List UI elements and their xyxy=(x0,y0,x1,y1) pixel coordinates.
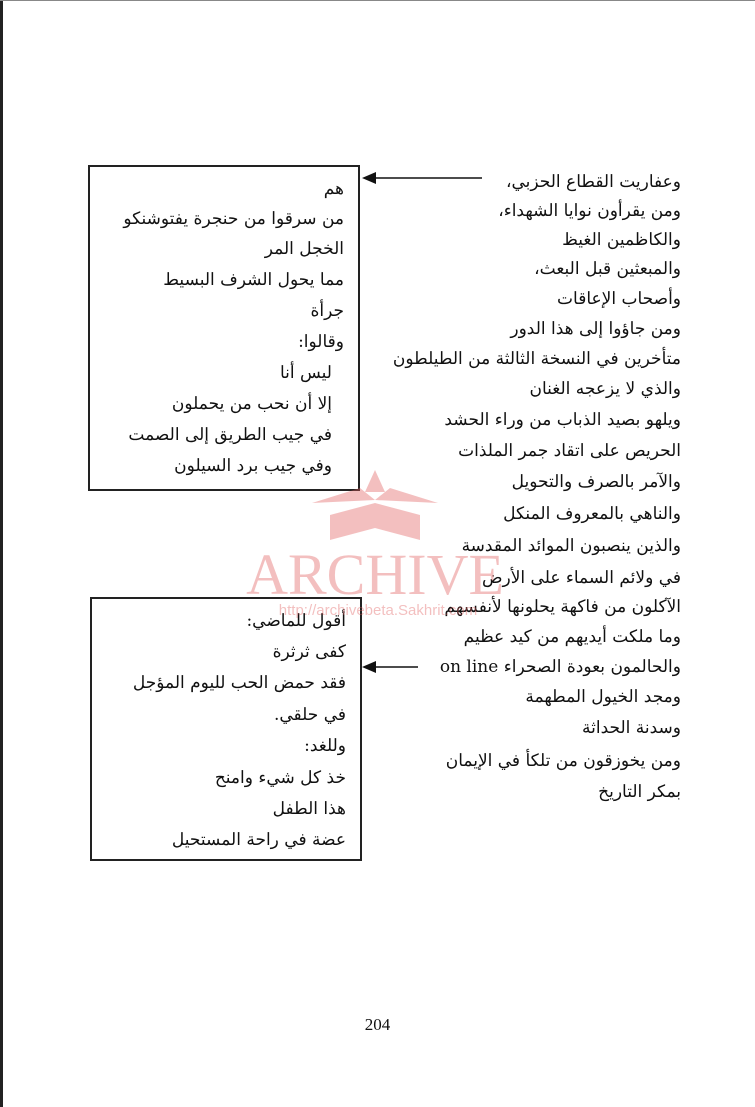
poem-line: والآمر بالصرف والتحويل xyxy=(511,472,681,492)
poem-line: وأصحاب الإعاقات xyxy=(557,289,681,309)
box-line: وللغد: xyxy=(304,736,346,756)
stanza-box-top xyxy=(88,165,360,491)
poem-line: والناهي بالمعروف المنكل xyxy=(503,504,681,524)
box-line: ليس أنا xyxy=(279,363,332,383)
poem-line: ومن يخوزقون من تلكأ في الإيمان xyxy=(445,751,681,771)
poem-line: ومن يقرأون نوايا الشهداء، xyxy=(498,201,681,221)
arrow-left-icon xyxy=(360,659,420,675)
poem-line: والمبعثين قبل البعث، xyxy=(534,259,681,279)
poem-line: متأخرين في النسخة الثالثة من الطيلطون xyxy=(392,349,681,369)
poem-line: بمكر التاريخ xyxy=(598,782,681,802)
box-line: وقالوا: xyxy=(298,332,344,352)
poem-line: وعفاريت القطاع الحزبي، xyxy=(506,172,681,192)
box-line: وفي جيب برد السيلون xyxy=(174,456,332,476)
box-line: فقد حمض الحب لليوم المؤجل xyxy=(132,673,346,693)
poem-line: وما ملكت أيديهم من كيد عظيم xyxy=(463,627,681,647)
box-line: كفى ثرثرة xyxy=(272,642,346,662)
box-line: هم xyxy=(323,179,344,199)
poem-line: والحالمون بعودة الصحراء on line xyxy=(439,657,681,677)
poem-line: وسدنة الحداثة xyxy=(582,718,681,738)
watermark-word: ARCHIVE xyxy=(246,542,504,607)
box-line: في حلقي. xyxy=(273,705,346,725)
poem-line: الآكلون من فاكهة يحلونها لأنفسهم xyxy=(444,597,681,617)
box-line: إلا أن نحب من يحملون xyxy=(171,394,332,414)
poem-line: والذين ينصبون الموائد المقدسة xyxy=(461,536,681,556)
stanza-box-bottom xyxy=(90,597,362,861)
poem-line: ويلهو بصيد الذباب من وراء الحشد xyxy=(444,410,681,430)
poem-line: في ولائم السماء على الأرض xyxy=(481,568,681,588)
page-number: 204 xyxy=(364,1015,391,1034)
watermark-url: http://archivebeta.Sakhrit.com xyxy=(278,602,478,619)
box-line: أقول للماضي: xyxy=(246,611,346,631)
page-edge-top xyxy=(0,0,755,1)
arrow-left-icon xyxy=(360,170,485,186)
box-line: عضة في راحة المستحيل xyxy=(171,830,346,850)
box-line: الخجل المر xyxy=(264,239,344,259)
box-line: في جيب الطريق إلى الصمت xyxy=(128,425,332,445)
poem-line: ومجد الخيول المطهمة xyxy=(525,687,681,707)
box-line: من سرقوا من حنجرة يفتوشنكو xyxy=(123,209,344,229)
box-line: جرأة xyxy=(310,301,344,321)
box-line: خذ كل شيء وامنح xyxy=(214,768,346,788)
box-line: هذا الطفل xyxy=(272,799,346,819)
page-edge-left xyxy=(0,0,3,1107)
poem-line: والكاظمين الغيظ xyxy=(562,230,681,250)
poem-line: الحريص على اتقاد جمر الملذات xyxy=(458,441,681,461)
poem-line: والذي لا يزعجه الغنان xyxy=(529,379,681,399)
poem-line: ومن جاؤوا إلى هذا الدور xyxy=(510,319,681,339)
box-line: مما يحول الشرف البسيط xyxy=(163,270,344,290)
